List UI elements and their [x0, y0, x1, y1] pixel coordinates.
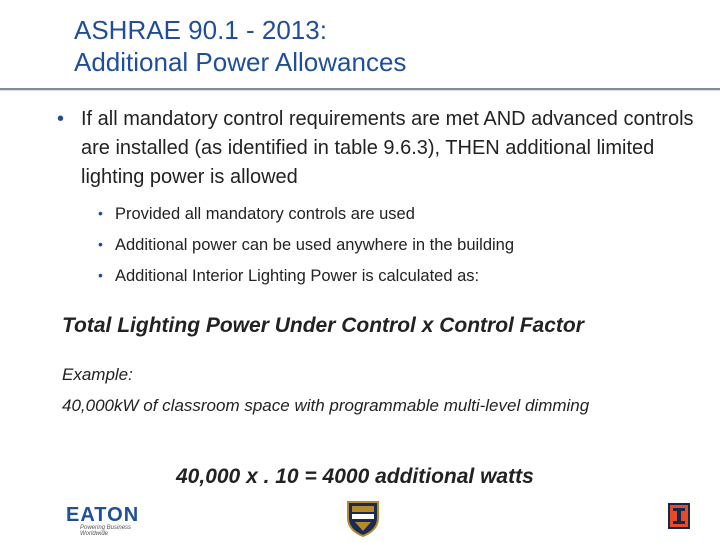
slide-title-line-1: ASHRAE 90.1 - 2013: [74, 15, 327, 45]
eaton-logo-tagline: Powering Business Worldwide [80, 525, 132, 537]
bullet-dot-icon: • [57, 108, 65, 130]
eaton-logo-wordmark: EATON [66, 504, 140, 526]
formula: Total Lighting Power Under Control x Control Factor [62, 314, 584, 337]
title-divider-shadow [0, 90, 720, 91]
eaton-logo [66, 505, 156, 535]
slide-title [74, 14, 714, 78]
bullet-dot-icon: • [98, 205, 103, 221]
example-label: Example: [62, 365, 133, 384]
main-bullet-text: If all mandatory control requirements are met AND advanced controls are installed (as identified in table 9.6.3), THEN additional limited lighting power is allowed [81, 108, 694, 188]
illinois-i-logo-icon [668, 503, 690, 529]
sub-bullet-text: Additional power can be used anywhere in the building [115, 236, 515, 254]
bullet-dot-icon: • [98, 267, 103, 283]
bullet-dot-icon: • [98, 236, 103, 252]
sub-bullet-text: Additional Interior Lighting Power is calculated as: [115, 267, 480, 285]
shield-logo-icon [340, 498, 386, 538]
calculation: 40,000 x . 10 = 4000 additional watts [176, 465, 534, 488]
sub-bullet-text: Provided all mandatory controls are used [115, 205, 415, 223]
example-text: 40,000kW of classroom space with programmable multi-level dimming [62, 396, 590, 415]
slide-title-line-2: Additional Power Allowances [74, 47, 407, 77]
